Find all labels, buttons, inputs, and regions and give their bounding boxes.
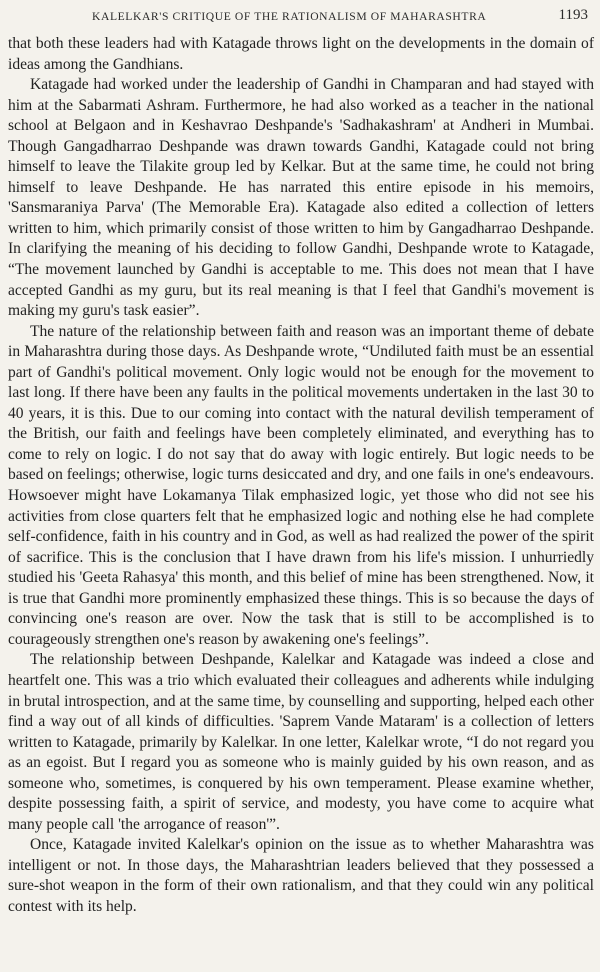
paragraph-faith-and-reason: The nature of the relationship between faith and reason was an important theme of debate in Maharashtra during those days. As Deshpande wrote, “Undiluted faith must be an essential part of Gandhi's political movement. Only logic would not be enough for the movement to last long. If there have been any faults in the political movements undertaken in the last 30 to 40 years, it is this. Due to our coming into contact with the natural devilish temperament of the British, our faith and feelings have been completely eliminated, and everything has to come to rely on logic. I do not say that do away with logic entirely. But logic needs to be based on feelings; otherwise, logic turns desiccated and dry, and one fails in one's endeavours. Howsoever might have Lokamanya Tilak emphasized logic, yet those who did not see his activities from close quarters felt that he emphasized logic and nothing else he had complete self-confidence, faith in his country and in God, as well as had realized the power of the spirit of sacrifice. This is the conclusion that I have drawn from his life's mission. I unhurriedly studied his 'Geeta Rahasya' this month, and this belief of mine has been strengthened. Now, it is true that Gandhi more prominently emphasized these things. This is so because the days of convincing one's reason are over. Now the task that is still to be accomplished is to courageously strengthen one's reason by awakening one's feelings”. (8, 322, 594, 648)
paragraph-maharashtra-intelligence: Once, Katagade invited Kalelkar's opinion on the issue as to whether Maharashtra was intelligent or not. In those days, the Maharashtrian leaders believed that they possessed a sure-shot weapon in the form of their own rationalism, and that they could win any political contest with its help. (8, 836, 594, 915)
paragraph-trio-relationship: The relationship between Deshpande, Kalelkar and Katagade was indeed a close and heartfelt one. This was a trio which evaluated their colleagues and adherents while indulging in brutal introspection, and at the same time, by counselling and supporting, helped each other find a way out of all kinds of difficulties. 'Saprem Vande Mataram' is a collection of letters written to Katagade, primarily by Kalelkar. In one letter, Kalelkar wrote, “I do not regard you as an egoist. But I regard you as someone who is mainly guided by his own reason, and as someone who, sometimes, is conquered by his own temperament. Please examine whether, despite possessing faith, a spirit of service, and modesty, you have come to acquire what many people call 'the arrogance of reason'”. (8, 651, 594, 833)
body-text (8, 34, 594, 918)
page-number: 1193 (558, 7, 588, 23)
paragraph-continuation: that both these leaders had with Katagade throws light on the developments in the domain of ideas among the Gandhians. (8, 35, 594, 73)
page-header (0, 4, 600, 30)
running-title: KALELKAR'S CRITIQUE OF THE RATIONALISM OF MAHARASHTRA (92, 10, 487, 23)
paragraph-katagade-background: Katagade had worked under the leadership of Gandhi in Champaran and had stayed with him at the Sabarmati Ashram. Furthermore, he had also worked as a teacher in the national school at Belgaon and in Keshavrao Deshpande's 'Sadhakashram' at Andheri in Mumbai. Though Gangadharrao Deshpande was drawn towards Gandhi, Katagade could not bring himself to leave the Tilakite group led by Kelkar. But at the same time, he could not bring himself to leave Deshpande. He has narrated this entire episode in his memoirs, 'Sansmaraniya Parva' (The Memorable Era). Katagade also edited a collection of letters written to him, which primarily consist of those written to him by Gangadharrao Deshpande. In clarifying the meaning of his deciding to follow Gandhi, Deshpande wrote to Katagade, “The movement launched by Gandhi is acceptable to me. This does not mean that I have accepted Gandhi as my guru, but its real meaning is that I feel that Gandhi's movement is making my guru's task easier”. (8, 76, 594, 320)
